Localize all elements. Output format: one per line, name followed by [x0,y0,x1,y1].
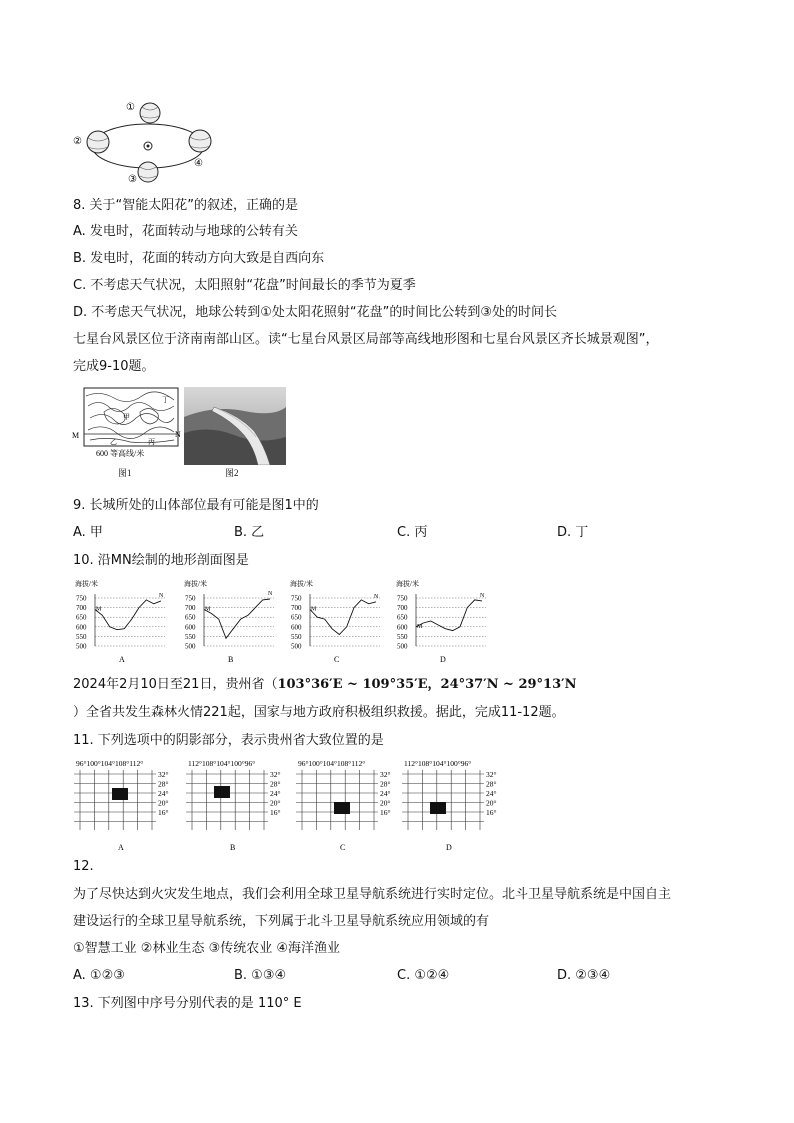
q8-option-d: D. 不考虑天气状况，地球公转到①处太阳花照射“花盘”的时间比公转到③处的时间长 [73,305,558,320]
profile-chart-d [394,578,494,664]
grid-option-a [74,758,184,854]
grid-latitude-label: 24° [270,789,281,798]
map-label-n: N [175,430,181,439]
contour-legend: 600 等高线/米 [96,449,145,458]
profile-chart-c [288,578,388,664]
grid-latitude-label: 16° [158,808,169,817]
profile-tick-label: 500 [76,642,87,651]
profile-caption: B [228,655,234,664]
grid-latitude-label: 16° [380,808,391,817]
orbit-label-4: ④ [194,158,203,169]
grid-option-d [402,758,512,854]
grid-longitude-labels: 96°100°104°108°112° [76,759,144,768]
orbit-label-3: ③ [128,174,137,185]
profile-label-n: N [480,592,485,599]
grid-caption: B [230,843,236,852]
intro-11-12-line2: ）全省共发生森林火情221起，国家与地方政府积极组织救援。据此，完成11-12题。 [73,705,565,720]
intro-9-10-line1: 七星台风景区位于济南南部山区。读“七星台风景区局部等高线地形图和七星台风景区齐长城景观图”， [73,332,659,347]
profile-label-m: M [205,606,211,613]
map-label-yi: 乙 [110,438,117,446]
q9-option-c: C. 丙 [397,525,428,540]
profile-tick-label: 700 [291,604,302,613]
profile-axis-title: 海拔/米 [75,580,98,588]
orbit-label-1: ① [126,102,135,113]
grid-latitude-label: 20° [270,798,281,808]
guizhou-shaded-area [430,802,446,814]
profile-tick-label: 600 [397,623,408,632]
profile-label-n: N [159,592,164,599]
guizhou-shaded-area [334,802,350,814]
q12-option-d: D. ②③④ [557,968,611,983]
grid-longitude-labels: 112°108°104°100°96° [188,759,256,768]
orbit-label-2: ② [73,136,82,147]
profile-tick-label: 650 [397,613,408,622]
profile-tick-label: 650 [76,613,87,622]
profile-caption: D [440,655,446,664]
contour-map-figure [70,386,182,464]
profile-tick-label: 750 [185,594,196,603]
profile-chart-b [182,578,282,664]
q12-items: ①智慧工业 ②林业生态 ③传统农业 ④海洋渔业 [73,941,341,956]
grid-longitude-labels: 112°108°104°100°96° [404,759,472,768]
grid-latitude-label: 16° [486,808,497,817]
map-label-m: M [72,431,80,440]
grid-latitude-label: 24° [380,789,391,798]
profile-axis-title: 海拔/米 [184,580,207,588]
grid-caption: C [340,843,346,852]
q8-option-c: C. 不考虑天气状况，太阳照射“花盘”时间最长的季节为夏季 [73,278,416,293]
q12-option-b: B. ①③④ [234,968,287,983]
grid-latitude-label: 28° [158,779,169,789]
profile-tick-label: 600 [185,623,196,632]
grid-latitude-label: 28° [270,779,281,789]
map-label-ding: 丁 [162,396,169,404]
grid-latitude-label: 28° [486,779,497,789]
grid-latitude-label: 20° [380,798,391,808]
profile-tick-label: 550 [397,632,408,641]
q9-option-b: B. 乙 [234,525,265,540]
profile-line [95,600,161,630]
grid-option-b [186,758,296,854]
grid-caption: A [118,843,124,852]
profile-tick-label: 700 [76,604,87,613]
q12-stem-line1: 为了尽快达到火灾发生地点，我们会利用全球卫星导航系统进行实时定位。北斗卫星导航系统是中国自主 [73,887,672,902]
great-wall-photo [184,387,286,465]
q13-stem: 13. 下列图中序号分别代表的是 110° E [73,996,302,1011]
map-label-jia: 甲 [123,413,130,421]
q10-stem: 10. 沿MN绘制的地形剖面图是 [73,553,249,568]
profile-tick-label: 500 [291,642,302,651]
profile-tick-label: 550 [185,632,196,641]
q9-stem: 9. 长城所处的山体部位最有可能是图1中的 [73,498,319,513]
map-label-bing: 丙 [148,438,155,446]
profile-tick-label: 550 [76,632,87,641]
profile-tick-label: 750 [291,594,302,603]
profile-tick-label: 600 [291,623,302,632]
guizhou-shaded-area [112,788,128,800]
grid-latitude-label: 24° [486,789,497,798]
fig1-caption: 图1 [118,468,132,478]
profile-label-n: N [374,593,379,600]
profile-caption: C [334,655,340,664]
profile-tick-label: 500 [185,642,196,651]
grid-option-c [296,758,406,854]
profile-label-m: M [417,623,423,630]
grid-longitude-labels: 96°100°104°108°112° [298,759,366,768]
grid-latitude-label: 32° [158,770,169,779]
q8-stem: 8. 关于“智能太阳花”的叙述，正确的是 [73,198,299,213]
grid-latitude-label: 32° [380,770,391,779]
guizhou-shaded-area [214,786,230,798]
q12-stem-line2: 建设运行的全球卫星导航系统，下列属于北斗卫星导航系统应用领域的有 [73,914,490,929]
profile-tick-label: 750 [397,594,408,603]
profile-tick-label: 550 [291,632,302,641]
profile-axis-title: 海拔/米 [396,580,419,588]
grid-latitude-label: 20° [158,798,169,808]
q9-option-a: A. 甲 [73,525,103,540]
profile-tick-label: 700 [397,604,408,613]
q12-option-c: C. ①②④ [397,968,450,983]
grid-latitude-label: 24° [158,789,169,798]
profile-tick-label: 650 [291,613,302,622]
grid-latitude-label: 16° [270,808,281,817]
q8-option-a: A. 发电时，花面转动与地球的公转有关 [73,224,298,239]
q8-option-b: B. 发电时，花面的转动方向大致是自西向东 [73,251,325,266]
grid-caption: D [446,843,452,852]
grid-latitude-label: 20° [486,798,497,808]
q12-number: 12. [73,859,94,874]
profile-tick-label: 500 [397,642,408,651]
profile-label-n: N [268,590,273,597]
profile-tick-label: 750 [76,594,87,603]
q12-option-a: A. ①②③ [73,968,125,983]
profile-line [204,599,270,638]
profile-label-m: M [311,606,317,613]
profile-tick-label: 650 [185,613,196,622]
intro-11-12-line1 [73,676,576,694]
profile-line [416,600,482,631]
profile-chart-a [73,578,173,664]
profile-tick-label: 600 [76,623,87,632]
intro-9-10-line2: 完成9-10题。 [73,359,155,374]
orbit-figure [68,96,218,188]
grid-latitude-label: 32° [270,770,281,779]
profile-caption: A [119,655,125,664]
profile-label-m: M [96,606,102,613]
fig2-caption: 图2 [225,468,239,478]
profile-tick-label: 700 [185,604,196,613]
q9-option-d: D. 丁 [557,525,589,540]
grid-latitude-label: 32° [486,770,497,779]
profile-axis-title: 海拔/米 [290,580,313,588]
intro-11-12-text: 2024年2月10日至21日，贵州省（ [73,677,278,692]
q11-stem: 11. 下列选项中的阴影部分，表示贵州省大致位置的是 [73,733,384,748]
intro-11-12-coords: 103°36′E ~ 109°35′E，24°37′N ~ 29°13′N [277,677,577,692]
grid-latitude-label: 28° [380,779,391,789]
